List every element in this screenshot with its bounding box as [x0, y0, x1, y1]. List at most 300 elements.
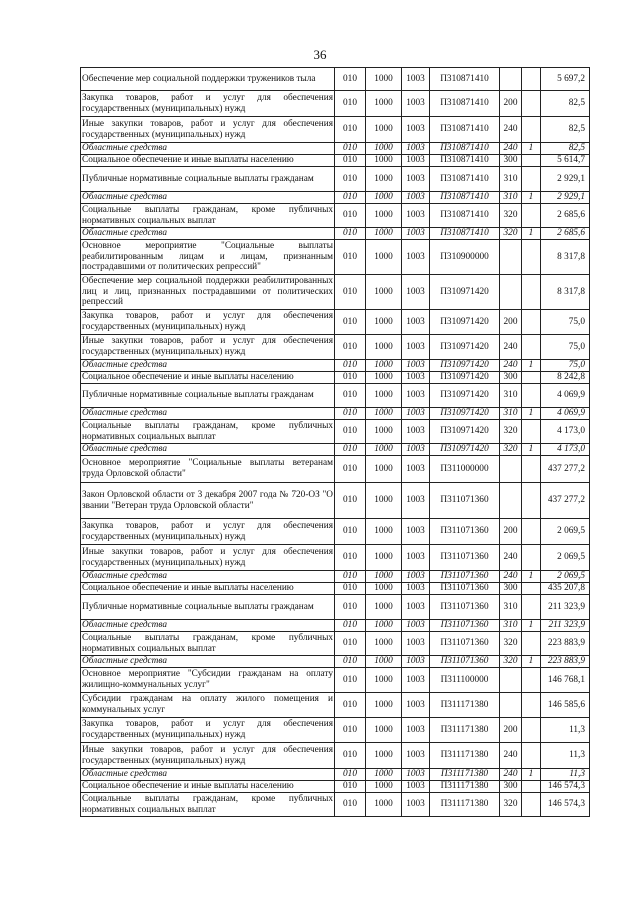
row-target-item: П311071360	[430, 571, 500, 583]
row-amount: 5 697,2	[541, 68, 590, 91]
row-amount: 82,5	[541, 117, 590, 143]
row-ministry-code: 010	[335, 360, 366, 372]
row-name: Социальные выплаты гражданам, кроме публичных нормативных социальных выплат	[82, 420, 333, 442]
row-funding-source	[522, 743, 541, 769]
row-expense-type: 240	[500, 360, 522, 372]
row-section-code: 1000	[366, 595, 402, 620]
table-row	[81, 743, 590, 769]
page-number: 36	[313, 47, 327, 62]
row-subsection-code: 1003	[402, 384, 430, 408]
row-name: Областные средства	[81, 192, 335, 204]
row-funding-source: 1	[522, 571, 541, 583]
row-section-code: 1000	[366, 769, 402, 781]
table-row	[81, 91, 590, 117]
row-subsection-code: 1003	[402, 583, 430, 595]
row-expense-type	[500, 456, 522, 483]
table-row	[81, 668, 590, 693]
row-expense-type: 240	[500, 117, 522, 143]
row-funding-source	[522, 668, 541, 693]
row-section-code: 1000	[366, 718, 402, 743]
row-target-item: П311071360	[430, 595, 500, 620]
row-funding-source	[522, 632, 541, 656]
row-section-code: 1000	[366, 483, 402, 519]
row-ministry-code: 010	[335, 456, 366, 483]
row-name: Социальное обеспечение и иные выплаты населению	[81, 155, 335, 167]
row-section-code: 1000	[366, 68, 402, 91]
row-expense-type: 310	[500, 620, 522, 632]
row-expense-type: 310	[500, 384, 522, 408]
row-target-item: П310971420	[430, 384, 500, 408]
row-ministry-code: 010	[335, 781, 366, 793]
table-row	[81, 310, 590, 335]
row-funding-source	[522, 91, 541, 117]
row-name: Закупка товаров, работ и услуг для обеспечения государственных (муниципальных) нужд	[81, 718, 335, 743]
row-section-code: 1000	[366, 781, 402, 793]
row-ministry-code: 010	[335, 372, 366, 384]
row-expense-type: 240	[500, 545, 522, 571]
row-funding-source: 1	[522, 620, 541, 632]
row-ministry-code: 010	[335, 155, 366, 167]
row-funding-source: 1	[522, 769, 541, 781]
row-funding-source	[522, 372, 541, 384]
row-funding-source	[522, 167, 541, 192]
row-target-item: П311171380	[430, 693, 500, 718]
row-amount: 4 069,9	[541, 408, 590, 420]
row-amount: 11,3	[541, 769, 590, 781]
row-expense-type: 310	[500, 408, 522, 420]
row-expense-type: 320	[500, 632, 522, 656]
row-name: Иные закупки товаров, работ и услуг для обеспечения государственных (муниципальных) нужд	[81, 743, 335, 769]
row-subsection-code: 1003	[402, 155, 430, 167]
row-name: Областные средства	[81, 620, 335, 632]
row-target-item: П310871410	[430, 143, 500, 155]
table-row	[81, 693, 590, 718]
row-target-item: П310871410	[430, 228, 500, 240]
table-row	[81, 68, 590, 91]
row-ministry-code: 010	[335, 68, 366, 91]
row-expense-type: 300	[500, 781, 522, 793]
row-funding-source: 1	[522, 408, 541, 420]
row-expense-type: 320	[500, 656, 522, 668]
row-ministry-code: 010	[335, 408, 366, 420]
row-target-item: П310971420	[430, 310, 500, 335]
row-funding-source: 1	[522, 444, 541, 456]
row-expense-type	[500, 68, 522, 91]
row-expense-type: 200	[500, 718, 522, 743]
row-amount: 146 585,6	[541, 693, 590, 718]
row-expense-type: 320	[500, 228, 522, 240]
row-expense-type: 240	[500, 769, 522, 781]
row-section-code: 1000	[366, 793, 402, 817]
table-row	[81, 632, 590, 656]
row-target-item: П310971420	[430, 275, 500, 310]
row-funding-source	[522, 310, 541, 335]
row-section-code: 1000	[366, 420, 402, 444]
table-row	[81, 228, 590, 240]
row-funding-source	[522, 335, 541, 360]
row-section-code: 1000	[366, 117, 402, 143]
row-target-item: П311171380	[430, 781, 500, 793]
table-row	[81, 192, 590, 204]
table-row	[81, 583, 590, 595]
row-section-code: 1000	[366, 444, 402, 456]
row-expense-type: 320	[500, 204, 522, 228]
row-expense-type: 240	[500, 335, 522, 360]
row-expense-type: 310	[500, 595, 522, 620]
row-funding-source	[522, 583, 541, 595]
row-subsection-code: 1003	[402, 143, 430, 155]
row-target-item: П310871410	[430, 167, 500, 192]
row-funding-source	[522, 204, 541, 228]
row-subsection-code: 1003	[402, 571, 430, 583]
row-section-code: 1000	[366, 456, 402, 483]
row-subsection-code: 1003	[402, 620, 430, 632]
row-funding-source	[522, 718, 541, 743]
row-ministry-code: 010	[335, 769, 366, 781]
row-ministry-code: 010	[335, 743, 366, 769]
table-row	[81, 571, 590, 583]
row-ministry-code: 010	[335, 117, 366, 143]
row-subsection-code: 1003	[402, 420, 430, 444]
table-row	[81, 718, 590, 743]
row-amount: 8 317,8	[541, 240, 590, 275]
row-funding-source	[522, 420, 541, 444]
row-expense-type	[500, 275, 522, 310]
table-row	[81, 420, 590, 444]
row-target-item: П311171380	[430, 769, 500, 781]
row-target-item: П310871410	[430, 192, 500, 204]
row-expense-type	[500, 483, 522, 519]
row-amount: 2 069,5	[541, 545, 590, 571]
row-name: Социальные выплаты гражданам, кроме публичных нормативных социальных выплат	[82, 793, 333, 815]
row-section-code: 1000	[366, 519, 402, 545]
row-funding-source	[522, 519, 541, 545]
row-name: Публичные нормативные социальные выплаты гражданам	[81, 384, 335, 408]
row-target-item: П310971420	[430, 335, 500, 360]
row-amount: 211 323,9	[541, 595, 590, 620]
row-ministry-code: 010	[335, 632, 366, 656]
table-row	[81, 275, 590, 310]
row-target-item: П310971420	[430, 372, 500, 384]
row-amount: 146 768,1	[541, 668, 590, 693]
row-name: Областные средства	[81, 143, 335, 155]
row-section-code: 1000	[366, 228, 402, 240]
row-ministry-code: 010	[335, 656, 366, 668]
row-target-item: П311171380	[430, 793, 500, 817]
row-subsection-code: 1003	[402, 456, 430, 483]
row-expense-type: 320	[500, 444, 522, 456]
row-name: Социальные выплаты гражданам, кроме публичных нормативных социальных выплат	[82, 632, 333, 654]
row-target-item: П311071360	[430, 545, 500, 571]
row-section-code: 1000	[366, 408, 402, 420]
row-funding-source	[522, 117, 541, 143]
row-name: Закупка товаров, работ и услуг для обеспечения государственных (муниципальных) нужд	[81, 519, 335, 545]
row-name: Социальное обеспечение и иные выплаты населению	[81, 372, 335, 384]
row-amount: 2 685,6	[541, 228, 590, 240]
row-ministry-code: 010	[335, 793, 366, 817]
table-row	[81, 483, 590, 519]
table-row	[81, 117, 590, 143]
row-subsection-code: 1003	[402, 275, 430, 310]
row-target-item: П310971420	[430, 420, 500, 444]
row-subsection-code: 1003	[402, 519, 430, 545]
row-name: Основное мероприятие "Социальные выплаты реабилитированным лицам и лицам, признанным пострадавшими от политических репрессий"	[81, 240, 335, 275]
row-name: Иные закупки товаров, работ и услуг для обеспечения государственных (муниципальных) нужд	[81, 335, 335, 360]
row-section-code: 1000	[366, 571, 402, 583]
row-target-item: П311071360	[430, 583, 500, 595]
row-subsection-code: 1003	[402, 408, 430, 420]
row-target-item: П310971420	[430, 360, 500, 372]
row-target-item: П311071360	[430, 620, 500, 632]
row-subsection-code: 1003	[402, 240, 430, 275]
table-row	[81, 335, 590, 360]
row-subsection-code: 1003	[402, 718, 430, 743]
table-row	[81, 456, 590, 483]
row-subsection-code: 1003	[402, 360, 430, 372]
row-amount: 8 242,8	[541, 372, 590, 384]
table-row	[81, 240, 590, 275]
row-amount: 4 069,9	[541, 384, 590, 408]
row-amount: 2 069,5	[541, 519, 590, 545]
row-section-code: 1000	[366, 310, 402, 335]
row-name: Публичные нормативные социальные выплаты гражданам	[81, 167, 335, 192]
row-amount: 437 277,2	[541, 456, 590, 483]
row-name: Закон Орловской области от 3 декабря 2007 года № 720-ОЗ "О звании "Ветеран труда Орловской области"	[81, 483, 335, 519]
row-section-code: 1000	[366, 632, 402, 656]
row-amount: 223 883,9	[541, 632, 590, 656]
table-row	[81, 167, 590, 192]
row-expense-type	[500, 240, 522, 275]
table-row	[81, 444, 590, 456]
row-amount: 146 574,3	[541, 781, 590, 793]
row-name: Иные закупки товаров, работ и услуг для обеспечения государственных (муниципальных) нужд	[81, 117, 335, 143]
row-name: Закупка товаров, работ и услуг для обеспечения государственных (муниципальных) нужд	[81, 91, 335, 117]
row-subsection-code: 1003	[402, 117, 430, 143]
row-amount: 4 173,0	[541, 444, 590, 456]
row-name: Публичные нормативные социальные выплаты гражданам	[81, 595, 335, 620]
row-expense-type: 200	[500, 310, 522, 335]
row-name: Социальные выплаты гражданам, кроме публичных нормативных социальных выплат	[82, 204, 333, 226]
row-target-item: П310971420	[430, 444, 500, 456]
row-ministry-code: 010	[335, 583, 366, 595]
row-amount: 211 323,9	[541, 620, 590, 632]
row-ministry-code: 010	[335, 335, 366, 360]
row-target-item: П310900000	[430, 240, 500, 275]
row-subsection-code: 1003	[402, 595, 430, 620]
table-row	[81, 204, 590, 228]
row-name: Областные средства	[81, 444, 335, 456]
row-amount: 11,3	[541, 718, 590, 743]
table-row	[81, 545, 590, 571]
row-target-item: П310871410	[430, 204, 500, 228]
row-target-item: П311100000	[430, 668, 500, 693]
table-row	[81, 793, 590, 817]
row-funding-source: 1	[522, 228, 541, 240]
table-row	[81, 155, 590, 167]
row-expense-type: 200	[500, 91, 522, 117]
row-expense-type: 320	[500, 420, 522, 444]
row-name: Обеспечение мер социальной поддержки реабилитированных лиц и лиц, признанных пострадавшими от политических репрессий	[81, 275, 335, 310]
row-amount: 146 574,3	[541, 793, 590, 817]
row-section-code: 1000	[366, 668, 402, 693]
row-funding-source	[522, 693, 541, 718]
row-amount: 2 929,1	[541, 192, 590, 204]
row-name: Социальное обеспечение и иные выплаты населению	[81, 583, 335, 595]
row-amount: 75,0	[541, 335, 590, 360]
row-funding-source	[522, 781, 541, 793]
table-row	[81, 769, 590, 781]
row-expense-type: 300	[500, 583, 522, 595]
row-name: Основное мероприятие "Социальные выплаты ветеранам труда Орловской области"	[81, 456, 335, 483]
row-expense-type: 240	[500, 743, 522, 769]
row-section-code: 1000	[366, 143, 402, 155]
row-ministry-code: 010	[335, 420, 366, 444]
row-ministry-code: 010	[335, 204, 366, 228]
row-ministry-code: 010	[335, 240, 366, 275]
row-amount: 11,3	[541, 743, 590, 769]
row-section-code: 1000	[366, 91, 402, 117]
row-target-item: П311071360	[430, 483, 500, 519]
row-funding-source	[522, 68, 541, 91]
row-subsection-code: 1003	[402, 483, 430, 519]
row-section-code: 1000	[366, 656, 402, 668]
row-expense-type	[500, 693, 522, 718]
row-subsection-code: 1003	[402, 204, 430, 228]
row-name: Областные средства	[81, 571, 335, 583]
row-section-code: 1000	[366, 583, 402, 595]
row-name: Областные средства	[81, 228, 335, 240]
row-name: Обеспечение мер социальной поддержки тружеников тыла	[81, 68, 335, 91]
row-subsection-code: 1003	[402, 668, 430, 693]
row-subsection-code: 1003	[402, 769, 430, 781]
table-row	[81, 143, 590, 155]
row-amount: 5 614,7	[541, 155, 590, 167]
row-name: Основное мероприятие "Субсидии гражданам на оплату жилищно-коммунальных услуг"	[81, 668, 335, 693]
row-funding-source: 1	[522, 656, 541, 668]
row-funding-source	[522, 155, 541, 167]
row-funding-source	[522, 384, 541, 408]
row-subsection-code: 1003	[402, 68, 430, 91]
row-ministry-code: 010	[335, 483, 366, 519]
row-funding-source	[522, 240, 541, 275]
row-funding-source: 1	[522, 143, 541, 155]
row-amount: 437 277,2	[541, 483, 590, 519]
row-expense-type: 200	[500, 519, 522, 545]
row-amount: 8 317,8	[541, 275, 590, 310]
row-subsection-code: 1003	[402, 192, 430, 204]
row-ministry-code: 010	[335, 545, 366, 571]
table-row	[81, 595, 590, 620]
row-amount: 4 173,0	[541, 420, 590, 444]
row-section-code: 1000	[366, 335, 402, 360]
row-target-item: П310971420	[430, 408, 500, 420]
row-subsection-code: 1003	[402, 656, 430, 668]
row-ministry-code: 010	[335, 668, 366, 693]
row-ministry-code: 010	[335, 167, 366, 192]
row-section-code: 1000	[366, 204, 402, 228]
budget-table-body	[81, 68, 590, 817]
row-name: Субсидии гражданам на оплату жилого помещения и коммунальных услуг	[81, 693, 335, 718]
row-funding-source	[522, 793, 541, 817]
table-row	[81, 372, 590, 384]
row-section-code: 1000	[366, 693, 402, 718]
row-ministry-code: 010	[335, 310, 366, 335]
row-section-code: 1000	[366, 360, 402, 372]
row-section-code: 1000	[366, 384, 402, 408]
table-row	[81, 519, 590, 545]
row-name: Социальное обеспечение и иные выплаты населению	[81, 781, 335, 793]
row-target-item: П310871410	[430, 68, 500, 91]
row-ministry-code: 010	[335, 595, 366, 620]
row-ministry-code: 010	[335, 384, 366, 408]
row-target-item: П310871410	[430, 117, 500, 143]
row-expense-type: 310	[500, 167, 522, 192]
table-row	[81, 656, 590, 668]
row-amount: 223 883,9	[541, 656, 590, 668]
row-target-item: П311171380	[430, 718, 500, 743]
row-funding-source	[522, 275, 541, 310]
row-target-item: П311000000	[430, 456, 500, 483]
budget-table	[80, 67, 590, 817]
row-ministry-code: 010	[335, 91, 366, 117]
row-subsection-code: 1003	[402, 310, 430, 335]
row-section-code: 1000	[366, 167, 402, 192]
row-ministry-code: 010	[335, 275, 366, 310]
row-ministry-code: 010	[335, 718, 366, 743]
row-ministry-code: 010	[335, 693, 366, 718]
row-subsection-code: 1003	[402, 228, 430, 240]
row-expense-type: 310	[500, 192, 522, 204]
row-section-code: 1000	[366, 620, 402, 632]
row-amount: 75,0	[541, 360, 590, 372]
row-subsection-code: 1003	[402, 743, 430, 769]
row-section-code: 1000	[366, 275, 402, 310]
row-funding-source	[522, 483, 541, 519]
row-amount: 82,5	[541, 91, 590, 117]
row-name: Иные закупки товаров, работ и услуг для обеспечения государственных (муниципальных) нужд	[81, 545, 335, 571]
row-funding-source	[522, 545, 541, 571]
row-expense-type: 300	[500, 372, 522, 384]
row-name: Закупка товаров, работ и услуг для обеспечения государственных (муниципальных) нужд	[81, 310, 335, 335]
row-amount: 2 685,6	[541, 204, 590, 228]
row-name: Областные средства	[81, 656, 335, 668]
row-funding-source	[522, 456, 541, 483]
row-amount: 2 069,5	[541, 571, 590, 583]
row-amount: 435 207,8	[541, 583, 590, 595]
table-row	[81, 408, 590, 420]
row-amount: 82,5	[541, 143, 590, 155]
row-expense-type: 240	[500, 571, 522, 583]
row-name: Областные средства	[81, 769, 335, 781]
row-subsection-code: 1003	[402, 91, 430, 117]
row-ministry-code: 010	[335, 444, 366, 456]
row-target-item: П310871410	[430, 155, 500, 167]
row-subsection-code: 1003	[402, 632, 430, 656]
row-subsection-code: 1003	[402, 444, 430, 456]
row-section-code: 1000	[366, 240, 402, 275]
row-section-code: 1000	[366, 192, 402, 204]
row-target-item: П311171380	[430, 743, 500, 769]
row-ministry-code: 010	[335, 228, 366, 240]
row-expense-type: 300	[500, 155, 522, 167]
row-subsection-code: 1003	[402, 693, 430, 718]
row-section-code: 1000	[366, 372, 402, 384]
table-row	[81, 620, 590, 632]
row-target-item: П311071360	[430, 519, 500, 545]
row-name: Областные средства	[81, 408, 335, 420]
row-section-code: 1000	[366, 545, 402, 571]
row-funding-source: 1	[522, 192, 541, 204]
